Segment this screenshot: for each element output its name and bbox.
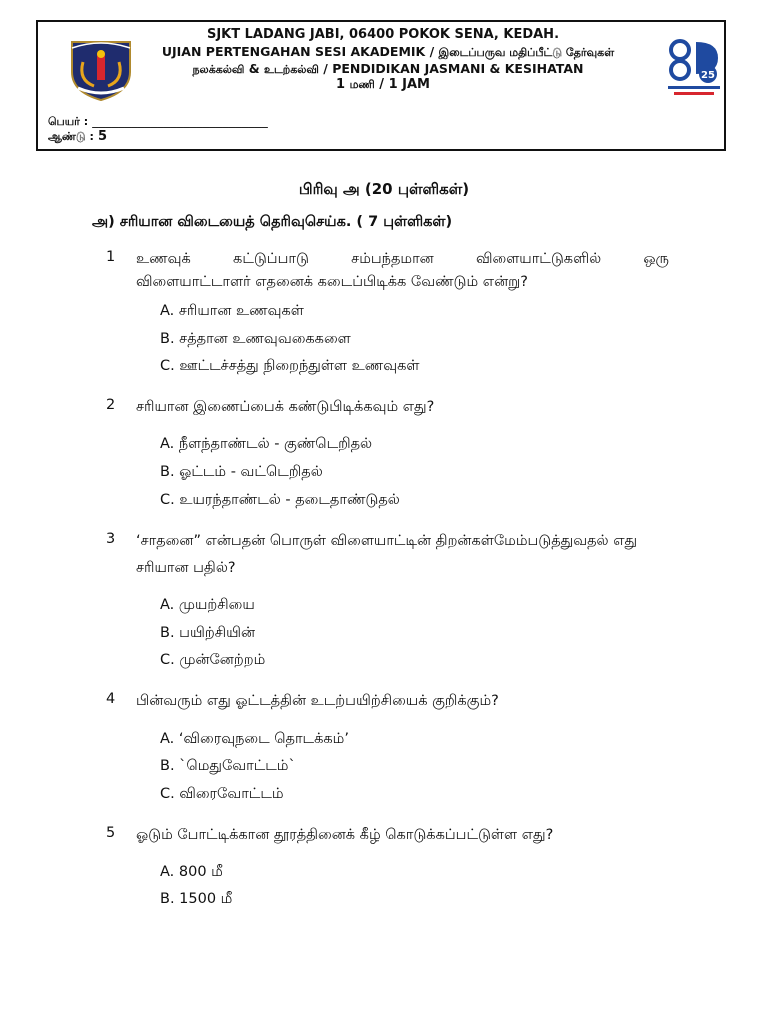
subject-tamil-2: உடற்கல்வி (264, 63, 319, 76)
question-text-line: சரியான பதில்? (136, 560, 236, 576)
subject-english: / PENDIDIKAN JASMANI & KESIHATAN (318, 61, 584, 76)
answer-option[interactable]: B. 1500 மீ (160, 891, 233, 907)
question-text-line: ஓடும் போட்டிக்கான தூரத்தினைக் கீழ் கொடுக்கப்பட்டுள்ள எது? (136, 827, 554, 843)
year-label: ஆண்டு : (48, 130, 94, 143)
question-number: 3 (106, 531, 116, 547)
question-number: 2 (106, 397, 116, 413)
instruction-prefix: அ) (92, 214, 120, 230)
question-text-line: உணவுக் கட்டுப்பாடு சம்பந்தமான விளையாட்டுகளில் ஒரு (136, 251, 669, 267)
section-title (0, 180, 768, 200)
answer-option[interactable]: C. உயரந்தாண்டல் - தடைதாண்டுதல் (160, 492, 400, 508)
question-text-line: விளையாட்டாளர் எதனைக் கடைப்பிடிக்க வேண்டும் என்று? (136, 274, 528, 290)
answer-option[interactable]: A. 800 மீ (160, 864, 223, 880)
name-field[interactable] (48, 114, 268, 130)
exam-header (36, 20, 726, 151)
answer-option[interactable]: B. `மெதுவோட்டம்` (160, 758, 296, 774)
exam-title (88, 44, 688, 61)
duration-tamil: மணி (349, 78, 375, 91)
year-field (48, 129, 107, 145)
answer-option[interactable]: B. பயிற்சியின் (160, 625, 256, 641)
duration-number: 1 (335, 77, 350, 92)
section-title-tamil: பிரிவு அ (298, 180, 360, 198)
answer-option[interactable]: A. ‘விரைவுநடை தொடக்கம்’ (160, 731, 349, 747)
svg-text:25: 25 (701, 70, 715, 81)
exam-title-tamil: இடைப்பருவ மதிப்பீட்டு தேர்வுகள் (438, 46, 615, 59)
question-text-line: ‘சாதனை” என்பதன் பொருள் விளையாட்டின் திறன்கள்மேம்படுத்துவதல் எது (136, 533, 638, 549)
name-label: பெயர் : (48, 115, 89, 128)
subject-title (88, 61, 688, 78)
question-number: 5 (106, 825, 116, 841)
name-blank-line[interactable]: ___________________________ (88, 114, 268, 129)
exam-duration (38, 77, 728, 93)
section-instruction (92, 214, 452, 232)
answer-option[interactable]: A. நீளந்தாண்டல் - குண்டெறிதல் (160, 436, 373, 452)
exam-title-english: UJIAN PERTENGAHAN SESI AKADEMIK / (161, 44, 439, 59)
subject-ampersand: & (244, 61, 265, 76)
answer-option[interactable]: C. விரைவோட்டம் (160, 786, 284, 802)
answer-option[interactable]: A. முயற்சியை (160, 597, 255, 613)
ministry-logo (666, 38, 722, 98)
duration-english: / 1 JAM (374, 77, 430, 92)
section-title-marks: (20 புள்ளிகள்) (359, 180, 470, 198)
answer-option[interactable]: C. முன்னேற்றம் (160, 652, 266, 668)
school-name: SJKT LADANG JABI, 06400 POKOK SENA, KEDAH. (206, 27, 560, 42)
question-text-line: சரியான இணைப்பைக் கண்டுபிடிக்கவும் எது? (136, 399, 435, 415)
answer-option[interactable]: B. ஓட்டம் - வட்டெறிதல் (160, 464, 323, 480)
question-number: 1 (106, 249, 116, 265)
instruction-text: சரியான விடையைத் தெரிவுசெய்க. (119, 214, 352, 230)
instruction-marks: ( 7 புள்ளிகள்) (351, 214, 453, 230)
question-number: 4 (106, 691, 116, 707)
year-value: 5 (97, 129, 108, 144)
answer-option[interactable]: C. ஊட்டச்சத்து நிறைந்துள்ள உணவுகள் (160, 358, 420, 374)
answer-option[interactable]: A. சரியான உணவுகள் (160, 303, 304, 319)
subject-tamil-1: நலக்கல்வி (192, 63, 245, 76)
answer-option[interactable]: B. சத்தான உணவுவகைகளை (160, 331, 351, 347)
question-text-line: பின்வரும் எது ஓட்டத்தின் உடற்பயிற்சியைக் குறிக்கும்? (136, 693, 499, 709)
